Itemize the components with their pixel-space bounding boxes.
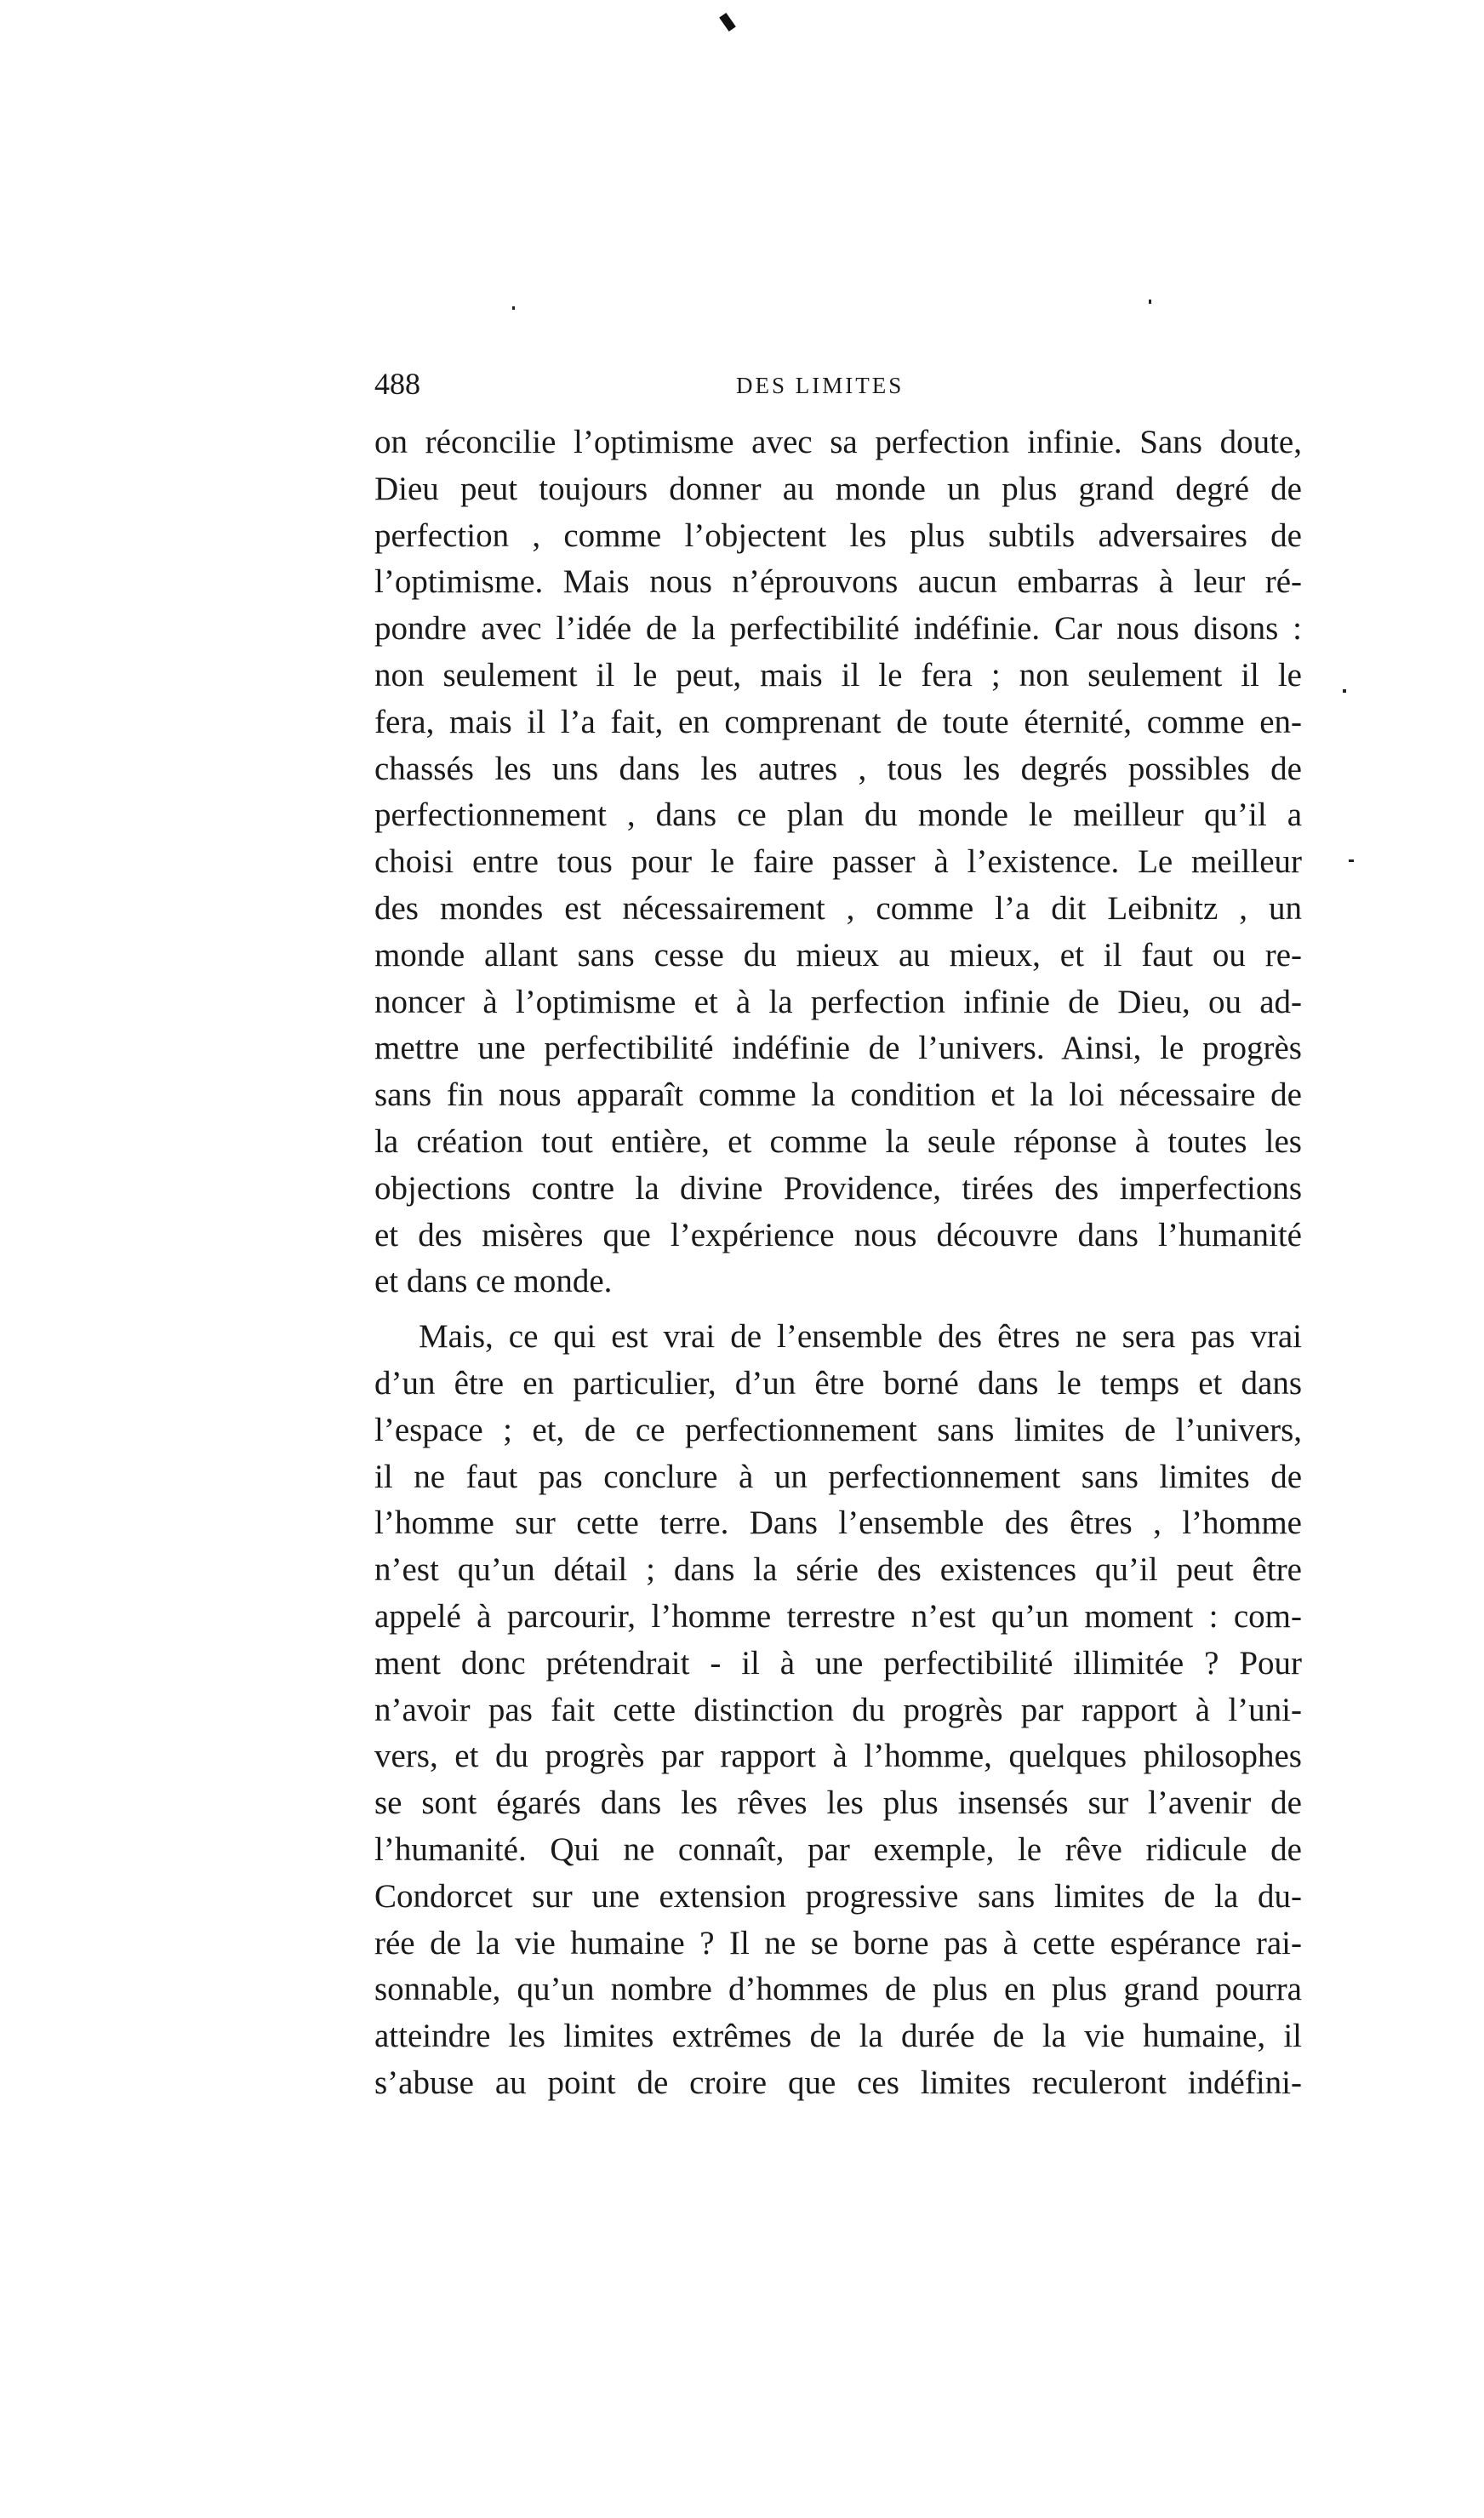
paragraph-2 <box>374 1314 1302 2107</box>
text-line: perfectionnement , dans ce plan du monde le meilleur qu’il a <box>374 797 1302 834</box>
page-number: 488 <box>374 367 420 401</box>
text-line: Condorcet sur une extension progressive sans limites de la du- <box>374 1877 1302 1915</box>
running-head: DES LIMITES <box>736 373 905 398</box>
text-line: rée de la vie humaine ? Il ne se borne pas à cette espérance rai- <box>374 1924 1302 1961</box>
scan-speck <box>1343 689 1346 693</box>
text-line: on réconcilie l’optimisme avec sa perfection infinie. Sans doute, <box>374 424 1302 460</box>
scan-mark <box>719 13 736 31</box>
scan-speck <box>1349 859 1354 862</box>
text-line: Mais, ce qui est vrai de l’ensemble des êtres ne sera pas vrai <box>419 1318 1302 1356</box>
text-line: et dans ce monde. <box>374 1263 613 1300</box>
text-line: d’un être en particulier, d’un être borné dans le temps et dans <box>374 1364 1302 1402</box>
text-line: appelé à parcourir, l’homme terrestre n’est qu’un moment : com- <box>374 1597 1302 1635</box>
scan-speck <box>1149 300 1151 304</box>
text-line: l’espace ; et, de ce perfectionnement sans limites de l’univers, <box>374 1411 1302 1448</box>
text-line: noncer à l’optimisme et à la perfection infinie de Dieu, ou ad- <box>374 983 1302 1020</box>
text-line: Dieu peut toujours donner au monde un plus grand degré de <box>374 470 1302 507</box>
text-line: mettre une perfectibilité indéfinie de l’univers. Ainsi, le progrès <box>374 1030 1302 1067</box>
text-line: vers, et du progrès par rapport à l’homme, quelques philosophes <box>374 1738 1302 1775</box>
text-line: non seulement il le peut, mais il le fera ; non seulement il le <box>374 656 1302 694</box>
scan-speck <box>512 306 515 310</box>
text-line: monde allant sans cesse du mieux au mieux, et il faut ou re- <box>374 936 1302 974</box>
text-line: n’avoir pas fait cette distinction du progrès par rapport à l’uni- <box>374 1691 1302 1728</box>
text-line: perfection , comme l’objectent les plus subtils adversaires de <box>374 517 1302 554</box>
text-line: et des misères que l’expérience nous découvre dans l’humanité <box>374 1216 1302 1253</box>
text-line: s’abuse au point de croire que ces limites reculeront indéfini- <box>374 2064 1302 2101</box>
text-line: atteindre les limites extrêmes de la durée de la vie humaine, il <box>374 2018 1302 2055</box>
text-line: choisi entre tous pour le faire passer à l’existence. Le meilleur <box>374 843 1302 881</box>
text-line: l’humanité. Qui ne connaît, par exemple, le rêve ridicule de <box>374 1830 1302 1868</box>
paragraph-gap <box>374 1305 1302 1314</box>
text-line: pondre avec l’idée de la perfectibilité indéfinie. Car nous disons : <box>374 610 1302 648</box>
body-text <box>374 420 1302 2107</box>
text-line: des mondes est nécessairement , comme l’a dit Leibnitz , un <box>374 889 1302 927</box>
text-line: il ne faut pas conclure à un perfectionnement sans limites de <box>374 1458 1302 1495</box>
text-line: sans fin nous apparaît comme la condition et la loi nécessaire de <box>374 1076 1302 1114</box>
text-line: l’optimisme. Mais nous n’éprouvons aucun embarras à leur ré- <box>374 563 1302 601</box>
text-line: fera, mais il l’a fait, en comprenant de toute éternité, comme en- <box>374 703 1302 740</box>
text-line: chassés les uns dans les autres , tous les degrés possibles de <box>374 750 1302 787</box>
text-line: se sont égarés dans les rêves les plus insensés sur l’avenir de <box>374 1784 1302 1822</box>
text-line: la création tout entière, et comme la seule réponse à toutes les <box>374 1122 1302 1160</box>
text-line: l’homme sur cette terre. Dans l’ensemble des êtres , l’homme <box>374 1505 1302 1542</box>
text-line: objections contre la divine Providence, tirées des imperfections <box>374 1169 1302 1207</box>
text-line: n’est qu’un détail ; dans la série des existences qu’il peut être <box>374 1551 1302 1589</box>
page-header <box>374 366 936 417</box>
paragraph-1 <box>374 420 1302 1305</box>
text-line: ment donc prétendrait - il à une perfectibilité illimitée ? Pour <box>374 1644 1302 1682</box>
text-line: sonnable, qu’un nombre d’hommes de plus en plus grand pourra <box>374 1971 1302 2008</box>
